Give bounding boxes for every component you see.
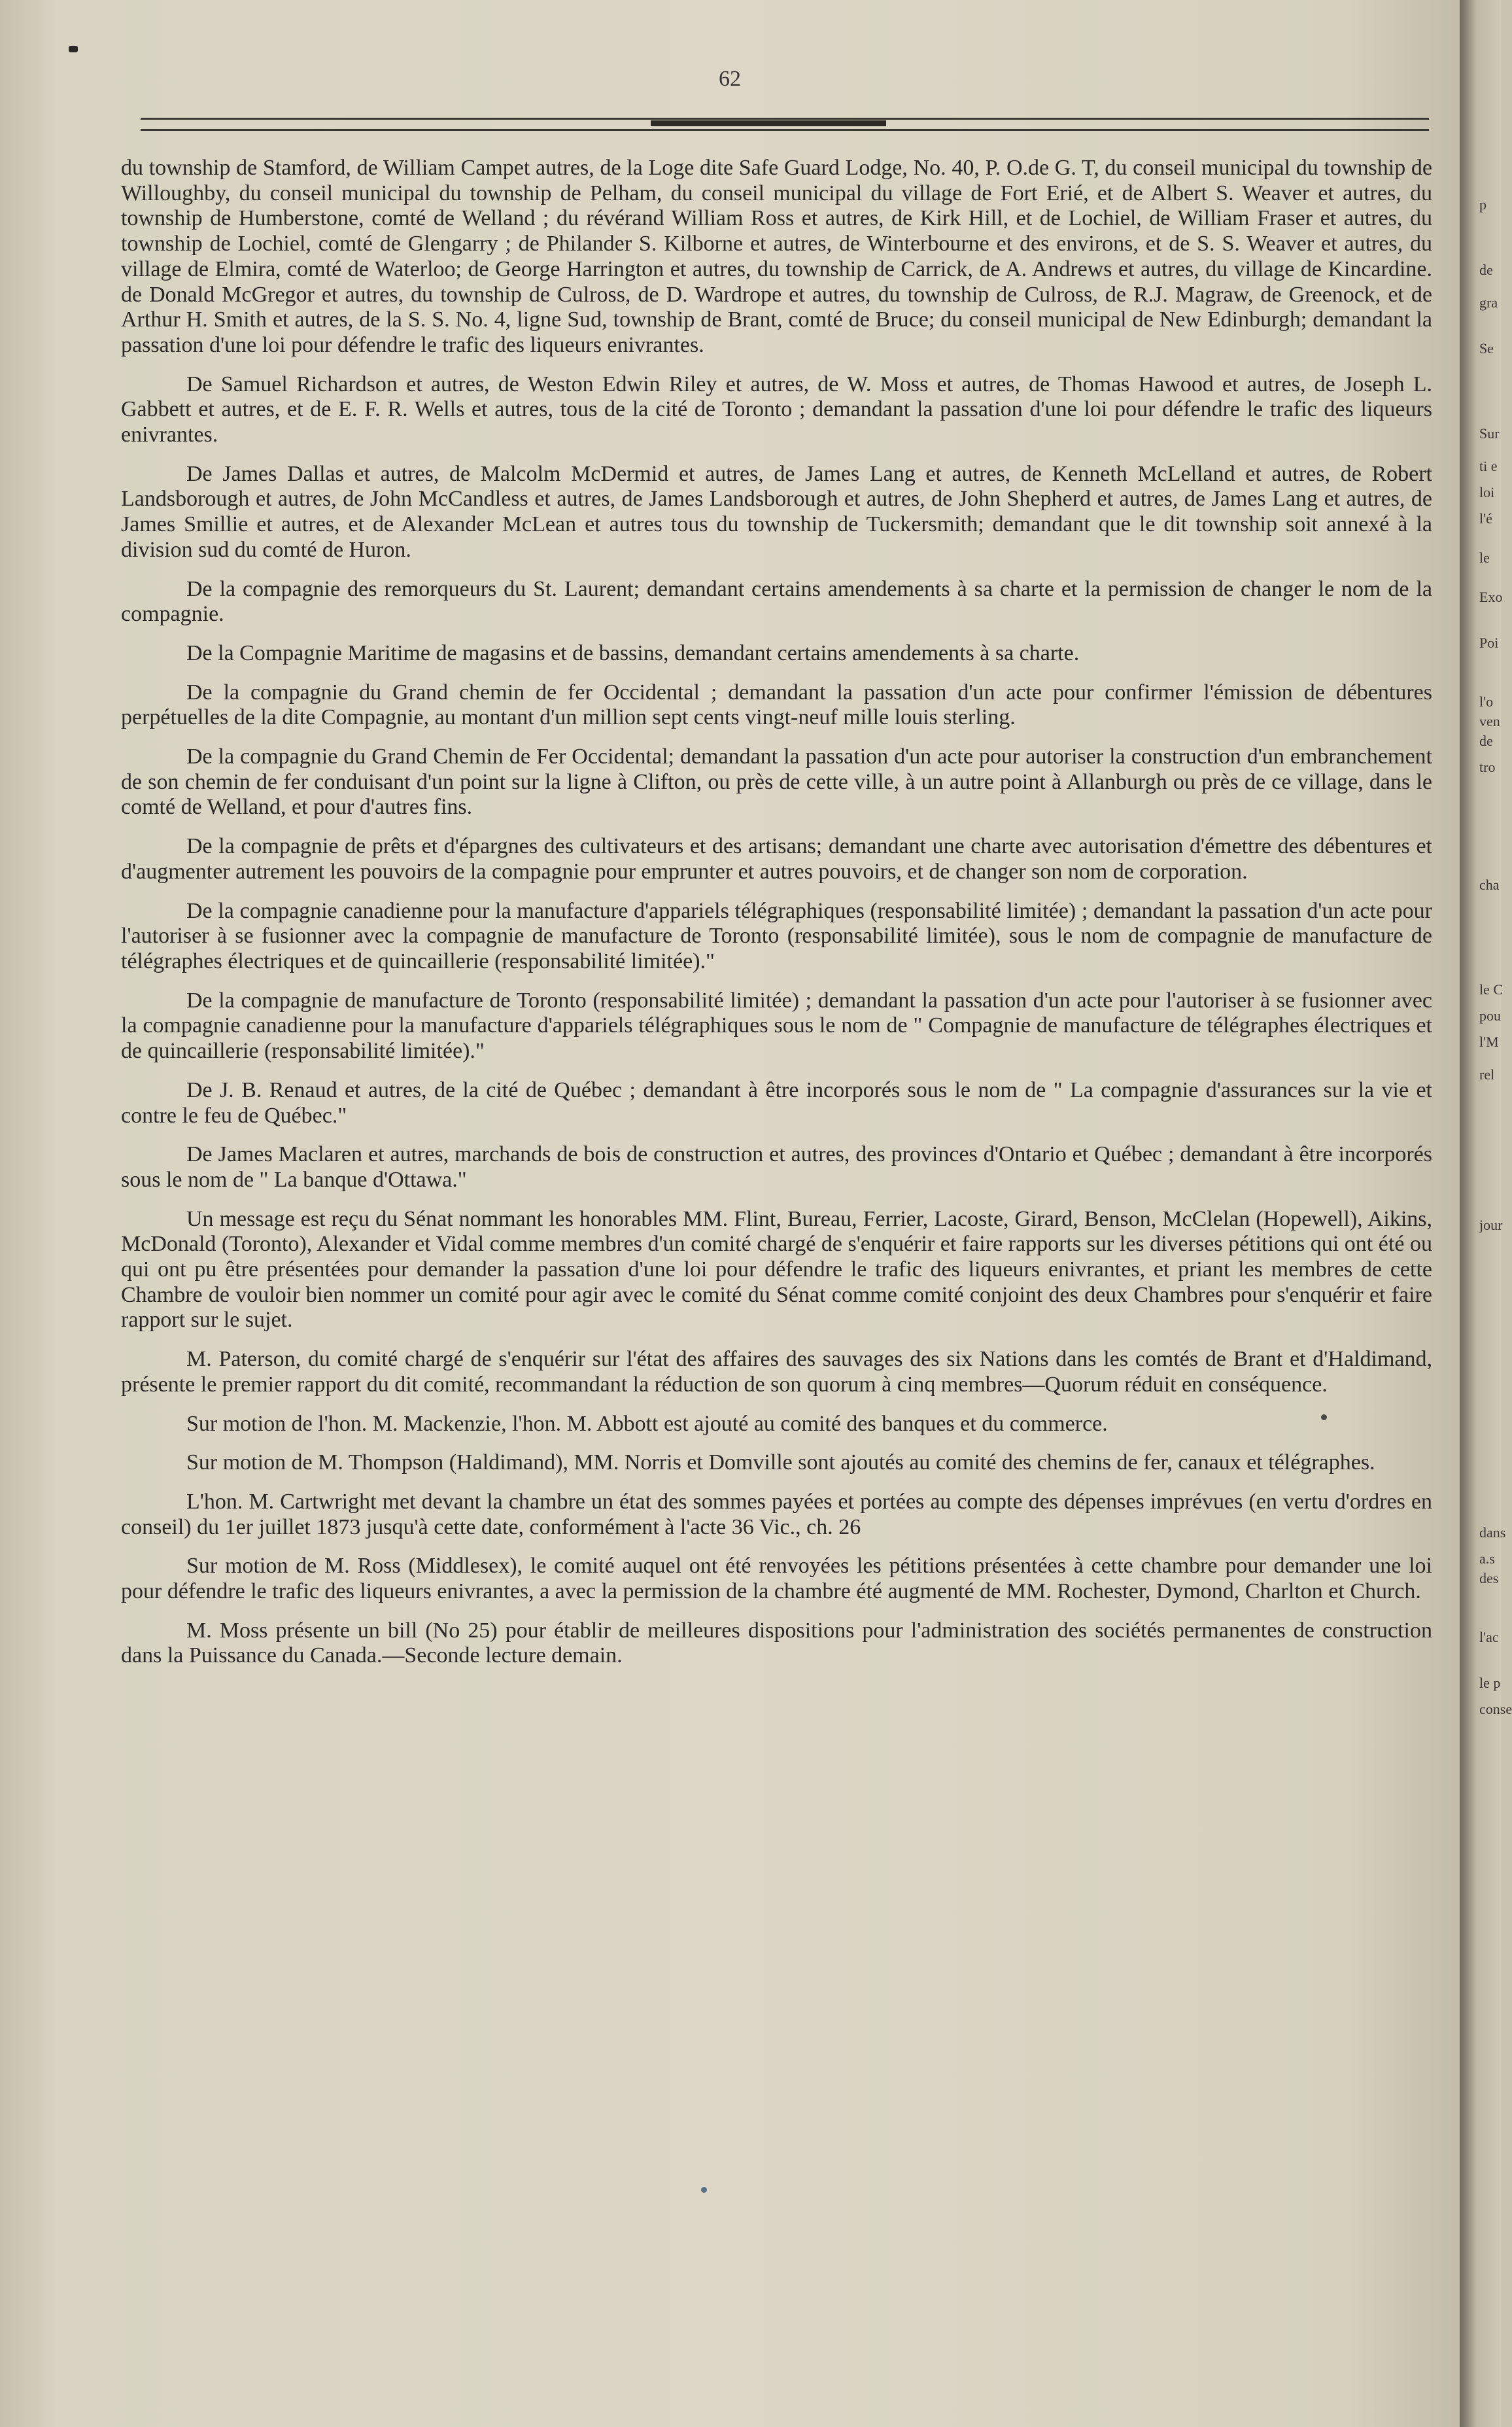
edge-fragment: Exo bbox=[1479, 589, 1503, 605]
edge-fragment: tro bbox=[1479, 759, 1496, 775]
rule-ornament bbox=[651, 120, 886, 126]
paragraph: De la Compagnie Maritime de magasins et de bassins, demandant certains amendements à sa charte. bbox=[186, 640, 1080, 665]
edge-fragment: l'é bbox=[1479, 510, 1492, 527]
ink-speck bbox=[701, 2187, 707, 2193]
edge-fragment: le bbox=[1479, 550, 1490, 566]
edge-fragment: Poi bbox=[1479, 635, 1499, 651]
paragraph: De James Dallas et autres, de Malcolm McDermid et autres, de James Lang et autres, de Kenneth McLelland et autres, de Robert Landsborough et autres, de John McCandless et autres, de James Landsborough et autres, de John Shepherd et autres, de James Lang et autres, de James Smillie et autres, et de Alexander McLean et autres tous du township de Tuckersmith; demandant que le dit township soit annexé à la division sud du comté de Huron. bbox=[121, 461, 1432, 562]
edge-fragment: ven bbox=[1479, 713, 1500, 729]
paragraph: De Samuel Richardson et autres, de Weston Edwin Riley et autres, de W. Moss et autres, de Thomas Hawood et autres, de Joseph L. Gabbett et autres, et de E. F. R. Wells et autres, tous de la cité de Toronto ; demandant la passation d'une loi pour défendre le trafic des liqueurs enivrantes. bbox=[121, 372, 1432, 447]
edge-fragment: ti e bbox=[1479, 458, 1498, 474]
rule-line-top bbox=[141, 118, 1429, 120]
edge-fragment: gra bbox=[1479, 294, 1498, 311]
edge-fragment: l'ac bbox=[1479, 1629, 1499, 1645]
scan-mark bbox=[69, 46, 78, 52]
paragraph: Sur motion de M. Thompson (Haldimand), MM. Norris et Domville sont ajoutés au comité des chemins de fer, canaux et télégraphes. bbox=[186, 1450, 1375, 1475]
edge-fragment: jour bbox=[1479, 1217, 1503, 1233]
paragraph: Un message est reçu du Sénat nommant les honorables MM. Flint, Bureau, Ferrier, Lacoste, Girard, Benson, McClelan (Hopewell), Aikins, McDonald (Toronto), Alexander et Vidal comme membres d'un comité chargé de s'enquérir et faire rapports sur les diverses pétitions qui ont été ou qui ont pu être présentées pour demander la passation d'une loi pour défendre le trafic des liqueurs enivrantes, et priant les membres de cette Chambre de vouloir bien nommer un comité pour agir avec le comité du Sénat comme comité conjoint des deux Chambres pour s'enquérir et faire rapport sur le sujet. bbox=[121, 1206, 1432, 1333]
edge-fragment: conse bbox=[1479, 1701, 1512, 1717]
edge-fragment: pou bbox=[1479, 1007, 1501, 1024]
paragraph: du township de Stamford, de William Campet autres, de la Loge dite Safe Guard Lodge, No. 40, P. O.de G. T, du conseil municipal du township de Willoughby, du conseil municipal du township de Pelham, du conseil municipal du village de Fort Erié, et de Albert S. Weaver et autres, du township de Humberstone, comté de Welland ; du révérand William Ross et autres, de Kirk Hill, et de Lochiel, de William Fraser et autres, du township de Lochiel, comté de Glengarry ; de Philander S. Kilborne et autres, de Winterbourne et des environs, et de S. S. Weaver et autres, du village de Elmira, comté de Waterloo; de George Harrington et autres, du township de Carrick, de A. Andrews et autres, du village de Kincardine. de Donald McGregor et autres, du township de Culross, de D. Wardrope et autres, du township de Culross, de R.J. Magraw, de Greenock, et de Arthur H. Smith et autres, de la S. S. No. 4, ligne Sud, township de Brant, comté de Bruce; du conseil municipal de New Edinburgh; demandant la passation d'une loi pour défendre le trafic des liqueurs enivrantes. bbox=[121, 156, 1432, 357]
edge-fragment: l'M bbox=[1479, 1034, 1499, 1050]
paragraph: De la compagnie de manufacture de Toronto (responsabilité limitée) ; demandant la passation d'un acte pour l'autoriser à se fusionner avec la compagnie canadienne pour la manufacture d'appariels télégraphiques sous le nom de " Compagnie de manufacture de télégraphes électriques et de quincaillerie (responsabilité limitée)." bbox=[121, 988, 1432, 1064]
edge-fragment: l'o bbox=[1479, 693, 1494, 710]
edge-fragment: cha bbox=[1479, 877, 1500, 893]
page-body bbox=[121, 156, 1432, 1683]
paragraph: De la compagnie de prêts et d'épargnes des cultivateurs et des artisans; demandant une charte avec autorisation d'émettre des débentures et d'augmenter autrement les pouvoirs de la compagnie pour emprunter et autres pouvoirs, et de changer son nom de corporation. bbox=[121, 834, 1432, 884]
paragraph: De la compagnie canadienne pour la manufacture d'appariels télégraphiques (responsabilité limitée) ; demandant la passation d'un acte pour l'autoriser à se fusionner avec la compagnie de manufacture de Toronto (responsabilité limitée), sous le nom de compagnie de manufacture de télégraphes électriques et de quincaillerie (responsabilité limitée)." bbox=[121, 898, 1432, 973]
page-number: 62 bbox=[719, 67, 741, 91]
header-rule bbox=[141, 116, 1429, 132]
paragraph: M. Paterson, du comité chargé de s'enquérir sur l'état des affaires des sauvages des six Nations dans les comtés de Brant et d'Haldimand, présente le premier rapport du dit comité, recommandant la réduction de son quorum à cinq membres—Quorum réduit en conséquence. bbox=[121, 1347, 1432, 1397]
paragraph: De la compagnie du Grand chemin de fer Occidental ; demandant la passation d'un acte pour confirmer l'émission de débentures perpétuelles de la dite Compagnie, au montant d'un million sept cents vingt-neuf mille louis sterling. bbox=[121, 680, 1432, 730]
paragraph: Sur motion de M. Ross (Middlesex), le comité auquel ont été renvoyées les pétitions présentées à cette chambre pour demander une loi pour défendre le trafic des liqueurs enivrantes, a avec la permission de la chambre été augmenté de MM. Rochester, Dymond, Charlton et Church. bbox=[121, 1554, 1432, 1604]
edge-fragment: Se bbox=[1479, 340, 1494, 357]
edge-fragment: des bbox=[1479, 1570, 1499, 1586]
edge-fragment: p bbox=[1479, 196, 1486, 213]
paragraph: L'hon. M. Cartwright met devant la chambre un état des sommes payées et portées au compte des dépenses imprévues (en vertu d'ordres en conseil) du 1er juillet 1873 jusqu'à cette date, conformément à l'acte 36 Vic., ch. 26 bbox=[121, 1489, 1432, 1539]
paragraph: Sur motion de l'hon. M. Mackenzie, l'hon. M. Abbott est ajouté au comité des banques et du commerce. bbox=[186, 1411, 1108, 1436]
edge-fragment: dans bbox=[1479, 1524, 1506, 1541]
paragraph: De James Maclaren et autres, marchands de bois de construction et autres, des provinces d'Ontario et Québec ; demandant à être incorporés sous le nom de " La banque d'Ottawa." bbox=[121, 1142, 1432, 1192]
paragraph: De la compagnie du Grand Chemin de Fer Occidental; demandant la passation d'un acte pour autoriser la construction d'un embranchement de son chemin de fer conduisant d'un point sur la ligne à Clifton, ou près de cette ville, à un autre point à Allanburgh ou près de ce village, dans le comté de Welland, et pour d'autres fins. bbox=[121, 744, 1432, 820]
edge-fragment: a.s bbox=[1479, 1550, 1495, 1567]
edge-fragment: le p bbox=[1479, 1675, 1501, 1691]
edge-fragment: de bbox=[1479, 262, 1493, 278]
paragraph: M. Moss présente un bill (No 25) pour établir de meilleures dispositions pour l'administration des sociétés permanentes de construction dans la Puissance du Canada.—Seconde lecture demain. bbox=[121, 1618, 1432, 1668]
rule-line-bottom bbox=[141, 129, 1429, 131]
edge-fragment: loi bbox=[1479, 484, 1495, 500]
edge-fragment: le C bbox=[1479, 981, 1503, 998]
edge-fragment: de bbox=[1479, 733, 1493, 749]
ink-speck bbox=[1321, 1414, 1327, 1420]
edge-fragment: rel bbox=[1479, 1066, 1495, 1083]
adjacent-page-edge bbox=[1460, 0, 1501, 2427]
paragraph: De la compagnie des remorqueurs du St. Laurent; demandant certains amendements à sa charte et la permission de changer le nom de la compagnie. bbox=[121, 576, 1432, 627]
paragraph: De J. B. Renaud et autres, de la cité de Québec ; demandant à être incorporés sous le nom de " La compagnie d'assurances sur la vie et contre le feu de Québec." bbox=[121, 1077, 1432, 1128]
edge-fragment: Sur bbox=[1479, 425, 1500, 442]
